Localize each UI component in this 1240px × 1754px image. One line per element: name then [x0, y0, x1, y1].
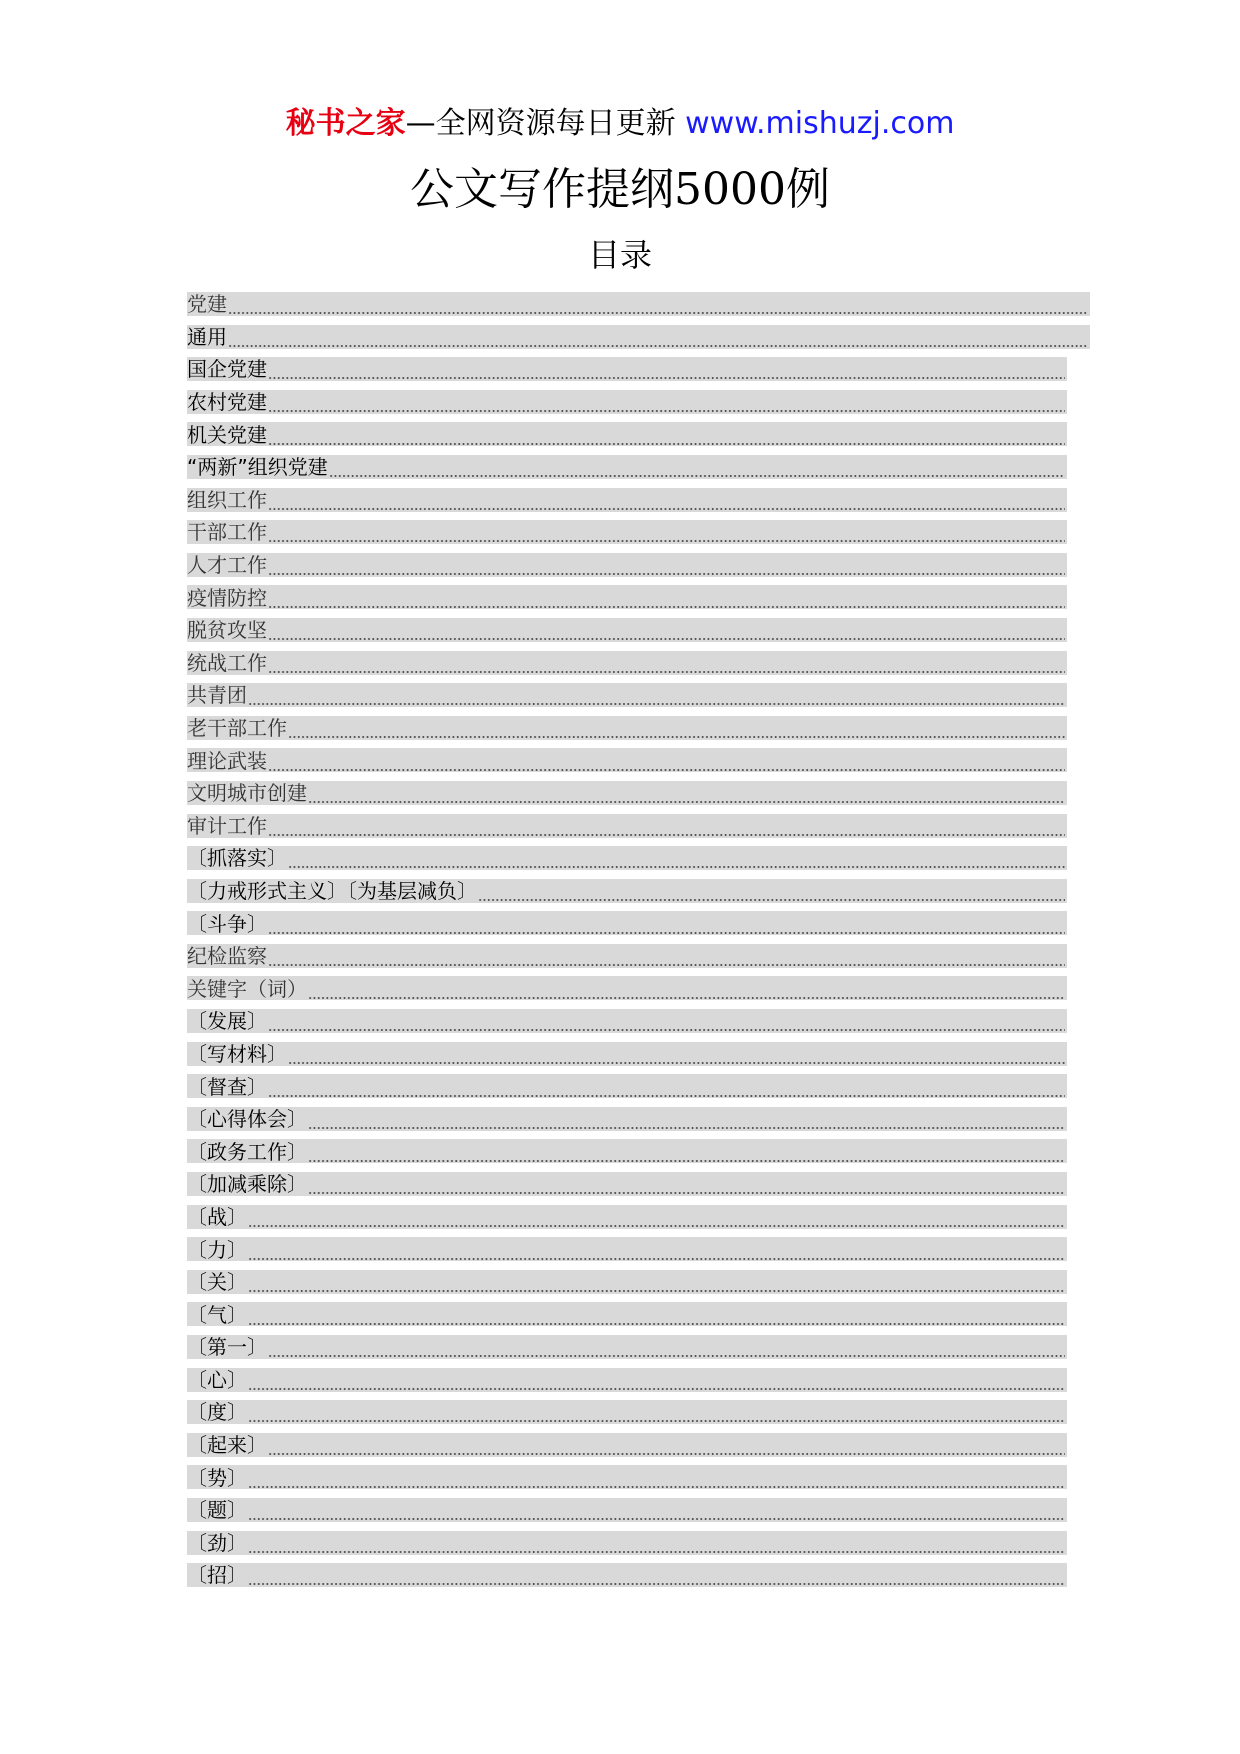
toc-dot-leader: [308, 1173, 1065, 1197]
toc-entry-label: 〔抓落实〕: [187, 846, 287, 871]
toc-dot-leader: [268, 1336, 1065, 1360]
toc-entry-label: 文明城市创建: [187, 781, 307, 806]
toc-dot-leader: [248, 1401, 1065, 1425]
toc-entry-label: 机关党建: [187, 422, 267, 447]
toc-entry-label: “两新”组织党建: [187, 455, 328, 480]
toc-entry[interactable]: [187, 810, 1090, 843]
toc-dot-leader: [268, 945, 1065, 969]
toc-dot-leader: [268, 489, 1065, 513]
toc-entry[interactable]: [187, 418, 1090, 451]
toc-entry-label: 共青团: [187, 683, 247, 708]
toc-entry[interactable]: [187, 581, 1090, 614]
toc-entry-label: 〔督查〕: [187, 1074, 267, 1099]
toc-entry[interactable]: [187, 1201, 1090, 1234]
toc-entry[interactable]: [187, 777, 1090, 810]
toc-entry-label: 〔度〕: [187, 1400, 247, 1425]
toc-entry[interactable]: [187, 516, 1090, 549]
toc-dot-leader: [268, 913, 1065, 937]
document-title: 公文写作提纲5000例: [410, 164, 830, 215]
toc-dot-leader: [248, 1564, 1065, 1588]
toc-dot-leader: [288, 717, 1065, 741]
toc-entry[interactable]: [187, 647, 1090, 680]
toc-entry-label: 〔加减乘除〕: [187, 1172, 307, 1197]
toc-entry-label: 〔劲〕: [187, 1530, 247, 1555]
toc-dot-leader: [268, 815, 1065, 839]
toc-entry-label: 〔力〕: [187, 1237, 247, 1262]
toc-dot-leader: [478, 880, 1065, 904]
toc-dot-leader: [248, 1206, 1065, 1230]
toc-entry-label: 组织工作: [187, 487, 267, 512]
toc-dot-leader: [248, 1467, 1065, 1491]
brand-name: 秘书之家: [285, 106, 406, 141]
toc-dot-leader: [268, 391, 1065, 415]
toc-entry[interactable]: [187, 1331, 1090, 1364]
toc-dot-leader: [308, 978, 1065, 1002]
toc-entry-label: 〔斗争〕: [187, 911, 267, 936]
toc-entry[interactable]: [187, 288, 1090, 321]
toc-dot-leader: [308, 782, 1065, 806]
toc-dot-leader: [268, 652, 1065, 676]
toc-dot-leader: [268, 358, 1065, 382]
toc-dot-leader: [228, 293, 1088, 317]
toc-entry[interactable]: [187, 875, 1090, 908]
toc-dot-leader: [268, 554, 1065, 578]
table-of-contents: [187, 288, 1090, 1592]
toc-entry[interactable]: [187, 1168, 1090, 1201]
toc-dot-leader: [308, 1141, 1065, 1165]
toc-entry-label: 老干部工作: [187, 716, 287, 741]
toc-entry[interactable]: [187, 842, 1090, 875]
toc-entry-label: 〔第一〕: [187, 1335, 267, 1360]
toc-entry[interactable]: [187, 712, 1090, 745]
toc-entry[interactable]: [187, 321, 1090, 354]
toc-entry[interactable]: [187, 549, 1090, 582]
toc-entry-label: 关键字（词）: [187, 976, 307, 1001]
toc-entry[interactable]: [187, 1298, 1090, 1331]
toc-entry-label: 党建: [187, 292, 227, 317]
toc-entry-label: 疫情防控: [187, 585, 267, 610]
toc-entry[interactable]: [187, 1005, 1090, 1038]
toc-dot-leader: [268, 1434, 1065, 1458]
toc-dot-leader: [248, 684, 1065, 708]
toc-entry-label: 通用: [187, 324, 227, 349]
toc-entry[interactable]: [187, 614, 1090, 647]
toc-entry[interactable]: [187, 1396, 1090, 1429]
toc-dot-leader: [248, 1499, 1065, 1523]
toc-dot-leader: [268, 750, 1065, 774]
site-banner: [0, 104, 1240, 144]
toc-heading: 目录: [587, 236, 652, 274]
toc-entry-label: 干部工作: [187, 520, 267, 545]
toc-entry-label: 理论武装: [187, 748, 267, 773]
toc-entry-label: 〔势〕: [187, 1465, 247, 1490]
toc-entry-label: 国企党建: [187, 357, 267, 382]
toc-dot-leader: [248, 1304, 1065, 1328]
toc-dot-leader: [248, 1271, 1065, 1295]
toc-dot-leader: [329, 456, 1065, 480]
toc-dot-leader: [228, 326, 1088, 350]
toc-entry-label: 〔力戒形式主义〕〔为基层减负〕: [187, 878, 477, 903]
toc-entry-label: 纪检监察: [187, 944, 267, 969]
toc-entry[interactable]: [187, 1559, 1090, 1592]
toc-entry[interactable]: [187, 940, 1090, 973]
toc-dot-leader: [268, 587, 1065, 611]
toc-entry[interactable]: [187, 907, 1090, 940]
toc-entry-label: 农村党建: [187, 390, 267, 415]
toc-dot-leader: [308, 1108, 1065, 1132]
toc-entry-label: 人才工作: [187, 553, 267, 578]
toc-entry-label: 〔招〕: [187, 1563, 247, 1588]
toc-dot-leader: [248, 1369, 1065, 1393]
toc-dot-leader: [248, 1239, 1065, 1263]
toc-entry-label: 〔题〕: [187, 1498, 247, 1523]
toc-entry-label: 统战工作: [187, 650, 267, 675]
toc-entry[interactable]: [187, 451, 1090, 484]
site-url-link[interactable]: www.mishuzj.com: [685, 106, 955, 141]
toc-entry[interactable]: [187, 972, 1090, 1005]
toc-entry-label: 〔战〕: [187, 1204, 247, 1229]
toc-entry[interactable]: [187, 1103, 1090, 1136]
toc-dot-leader: [268, 521, 1065, 545]
toc-entry-label: 〔心得体会〕: [187, 1107, 307, 1132]
toc-entry[interactable]: [187, 1135, 1090, 1168]
toc-entry-label: 〔气〕: [187, 1302, 247, 1327]
toc-entry[interactable]: [187, 679, 1090, 712]
toc-dot-leader: [268, 1010, 1065, 1034]
toc-dot-leader: [268, 619, 1065, 643]
toc-entry[interactable]: [187, 1429, 1090, 1462]
toc-entry-label: 〔起来〕: [187, 1433, 267, 1458]
toc-entry[interactable]: [187, 1266, 1090, 1299]
toc-entry-label: 审计工作: [187, 813, 267, 838]
toc-entry[interactable]: [187, 744, 1090, 777]
toc-entry-label: 〔政务工作〕: [187, 1139, 307, 1164]
toc-entry[interactable]: [187, 1364, 1090, 1397]
toc-dot-leader: [288, 1043, 1065, 1067]
toc-entry[interactable]: [187, 353, 1090, 386]
toc-entry[interactable]: [187, 1461, 1090, 1494]
toc-entry-label: 〔发展〕: [187, 1009, 267, 1034]
toc-entry[interactable]: [187, 1233, 1090, 1266]
toc-entry[interactable]: [187, 484, 1090, 517]
toc-dot-leader: [288, 847, 1065, 871]
toc-entry[interactable]: [187, 1070, 1090, 1103]
toc-entry-label: 脱贫攻坚: [187, 618, 267, 643]
toc-entry-label: 〔心〕: [187, 1367, 247, 1392]
toc-dot-leader: [248, 1532, 1065, 1556]
toc-entry[interactable]: [187, 386, 1090, 419]
toc-dot-leader: [268, 1076, 1065, 1100]
toc-entry-label: 〔关〕: [187, 1270, 247, 1295]
toc-entry[interactable]: [187, 1527, 1090, 1560]
toc-entry[interactable]: [187, 1038, 1090, 1071]
toc-entry[interactable]: [187, 1494, 1090, 1527]
tagline: —全网资源每日更新: [405, 106, 686, 141]
toc-dot-leader: [268, 424, 1065, 448]
toc-entry-label: 〔写材料〕: [187, 1041, 287, 1066]
